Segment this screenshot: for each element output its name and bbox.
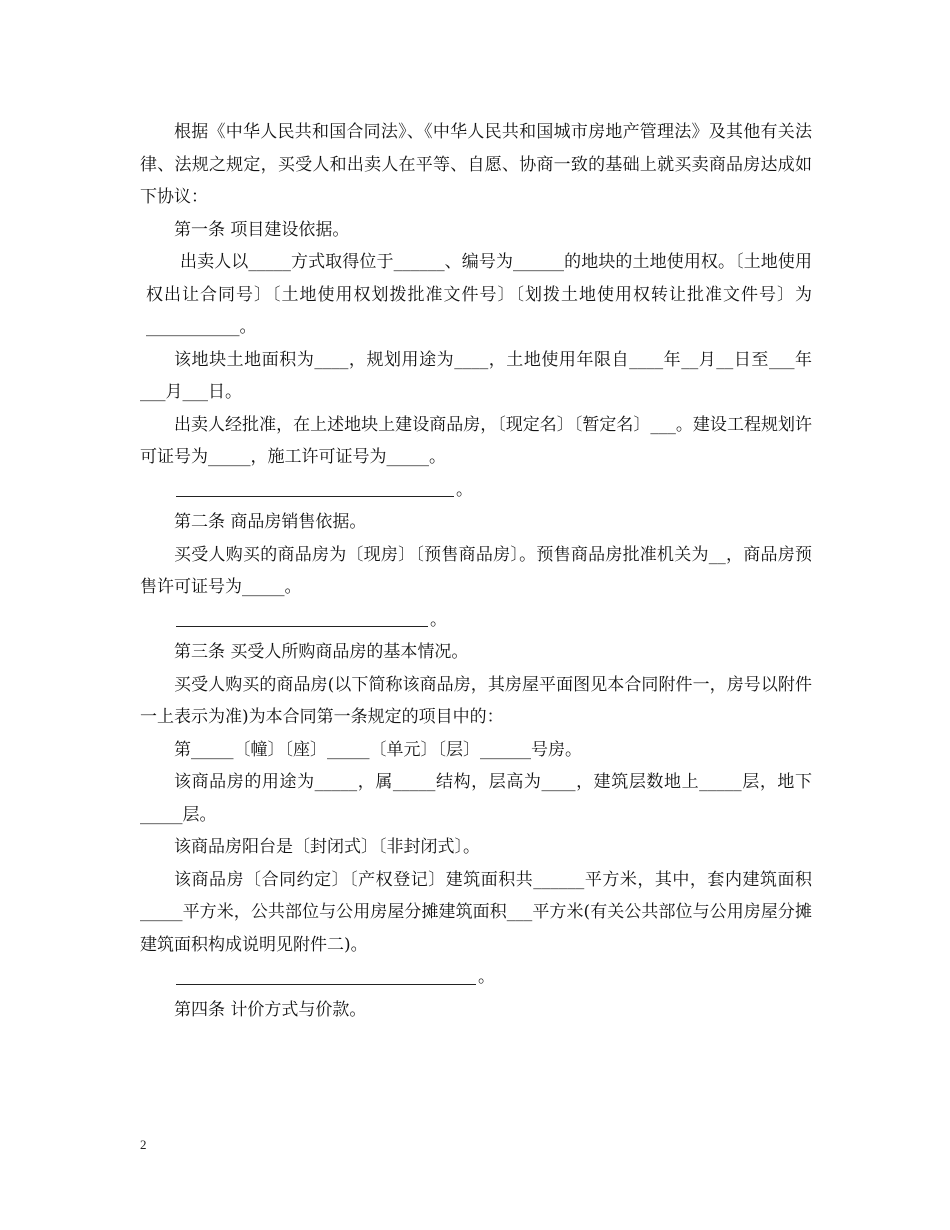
contract-paragraph: 该商品房阳台是〔封闭式〕〔非封闭式〕。 [174,837,480,857]
contract-paragraph: 该商品房的用途为_____，属_____结构，层高为____，建筑层数地上_____层，地下_____层。 [140,772,812,825]
line-end-punctuation: 。 [430,609,447,630]
contract-paragraph: 出卖人经批准，在上述地块上建设商品房，〔现定名〕〔暂定名〕___。建设工程规划许可证号为_____，施工许可证号为_____。 [140,414,812,467]
blank-underline [176,984,476,985]
page-number: 2 [140,1137,147,1152]
line-end-punctuation: 。 [456,479,473,500]
contract-paragraph: 第三条 买受人所购商品房的基本情况。 [174,642,469,662]
contract-paragraph: 买受人购买的商品房(以下简称该商品房，其房屋平面图见本合同附件一，房号以附件一上表示为准)为本合同第一条规定的项目中的： [140,674,812,727]
line-end-punctuation: 。 [478,967,495,987]
contract-paragraph: 出卖人以_____方式取得位于______、编号为______的地块的土地使用权。〔土地使用权出让合同号〕〔土地使用权划拨批准文件号〕〔划拨土地使用权转让批准文件号〕为___________。 [146,252,812,337]
contract-paragraph: 该商品房〔合同约定〕〔产权登记〕建筑面积共______平方米，其中，套内建筑面积_____平方米，公共部位与公用房屋分摊建筑面积___平方米(有关公共部位与公用房屋分摊建筑面积构成说明见附件二)。 [140,869,812,955]
blank-underline [176,496,454,497]
contract-paragraph: 第一条 项目建设依据。 [174,219,350,240]
fill-in-blank-line [176,474,812,507]
blank-underline [176,626,428,627]
document-body [140,116,812,1026]
contract-paragraph: 根据《中华人民共和国合同法》、《中华人民共和国城市房地产管理法》及其他有关法律、法规之规定，买受人和出卖人在平等、自愿、协商一致的基础上就买卖商品房达成如下协议： [140,122,812,207]
contract-paragraph: 该地块土地面积为____，规划用途为____，土地使用年限自____年__月__日至___年___月___日。 [140,349,812,402]
fill-in-blank-line [176,604,812,637]
contract-paragraph: 第四条 计价方式与价款。 [174,999,367,1020]
fill-in-blank-line [176,961,812,994]
contract-paragraph: 第二条 商品房销售依据。 [174,512,367,532]
contract-paragraph: 第_____〔幢〕〔座〕_____〔单元〕〔层〕______号房。 [174,739,582,760]
contract-paragraph: 买受人购买的商品房为〔现房〕〔预售商品房〕。预售商品房批准机关为__，商品房预售许可证号为_____。 [140,544,812,597]
